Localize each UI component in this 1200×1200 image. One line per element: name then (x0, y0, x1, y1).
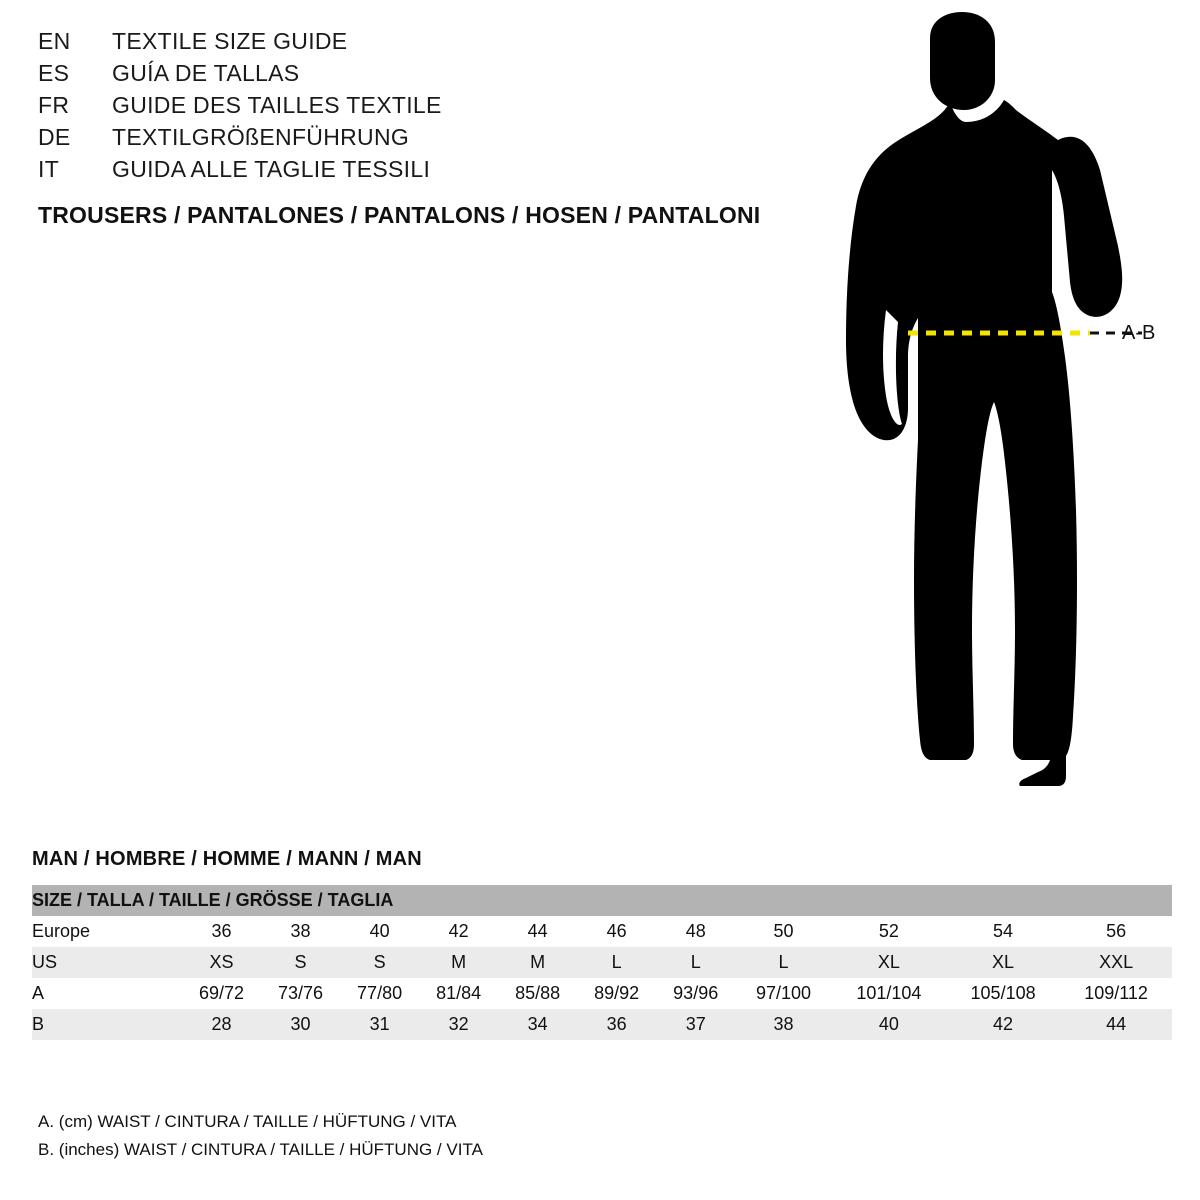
table-row (32, 978, 1172, 1009)
row-label-us: US (32, 947, 182, 978)
language-title: GUIDA ALLE TAGLIE TESSILI (112, 156, 431, 182)
cell: 32 (419, 1009, 498, 1040)
language-row-de (38, 124, 798, 156)
size-table (32, 885, 1172, 1040)
cell: 31 (340, 1009, 419, 1040)
garment-type-title: TROUSERS / PANTALONES / PANTALONS / HOSEN / PANTALONI (38, 202, 761, 228)
cell: 52 (832, 916, 946, 947)
language-code: ES (38, 60, 70, 86)
figure-illustration (790, 10, 1190, 810)
cell: 85/88 (498, 978, 577, 1009)
language-row-en (38, 28, 798, 60)
table-row (32, 1009, 1172, 1040)
language-code: FR (38, 92, 70, 118)
language-title: TEXTILGRÖßENFÜHRUNG (112, 124, 410, 150)
cell: 38 (261, 916, 340, 947)
legend (38, 1108, 483, 1164)
cell: M (498, 947, 577, 978)
header-language-list (38, 28, 798, 229)
cell: 37 (656, 1009, 735, 1040)
language-code: EN (38, 28, 71, 54)
cell: 109/112 (1060, 978, 1172, 1009)
table-row (32, 947, 1172, 978)
cell: L (656, 947, 735, 978)
table-header-label: SIZE / TALLA / TAILLE / GRÖSSE / TAGLIA (32, 885, 1172, 916)
cell: 105/108 (946, 978, 1060, 1009)
cell: 97/100 (735, 978, 832, 1009)
cell: 44 (498, 916, 577, 947)
gender-title: MAN / HOMBRE / HOMME / MANN / MAN (32, 848, 422, 870)
language-title: GUIDE DES TAILLES TEXTILE (112, 92, 442, 118)
cell: 93/96 (656, 978, 735, 1009)
cell: XL (832, 947, 946, 978)
language-row-it (38, 156, 798, 188)
cell: XXL (1060, 947, 1172, 978)
cell: 50 (735, 916, 832, 947)
cell: M (419, 947, 498, 978)
cell: S (340, 947, 419, 978)
cell: 54 (946, 916, 1060, 947)
cell: 42 (946, 1009, 1060, 1040)
cell: 46 (577, 916, 656, 947)
cell: 28 (182, 1009, 261, 1040)
cell: L (577, 947, 656, 978)
measure-label-ab: A-B (1122, 322, 1156, 344)
row-label-b: B (32, 1009, 182, 1040)
cell: 36 (182, 916, 261, 947)
language-title: GUÍA DE TALLAS (112, 60, 300, 86)
cell: 42 (419, 916, 498, 947)
language-row-fr (38, 92, 798, 124)
cell: 34 (498, 1009, 577, 1040)
cell: 38 (735, 1009, 832, 1040)
cell: L (735, 947, 832, 978)
language-title: TEXTILE SIZE GUIDE (112, 28, 348, 54)
language-code: DE (38, 124, 71, 150)
cell: S (261, 947, 340, 978)
table-row (32, 916, 1172, 947)
language-code: IT (38, 156, 60, 182)
cell: 73/76 (261, 978, 340, 1009)
cell: 101/104 (832, 978, 946, 1009)
cell: 44 (1060, 1009, 1172, 1040)
cell: 56 (1060, 916, 1172, 947)
table-header-row (32, 885, 1172, 916)
cell: 40 (340, 916, 419, 947)
cell: 48 (656, 916, 735, 947)
legend-line-a: A. (cm) WAIST / CINTURA / TAILLE / HÜFTUNG / VITA (38, 1112, 457, 1131)
cell: XL (946, 947, 1060, 978)
cell: 36 (577, 1009, 656, 1040)
cell: 77/80 (340, 978, 419, 1009)
language-row-es (38, 60, 798, 92)
legend-line-b: B. (inches) WAIST / CINTURA / TAILLE / HÜFTUNG / VITA (38, 1140, 483, 1159)
cell: 89/92 (577, 978, 656, 1009)
row-label-europe: Europe (32, 916, 182, 947)
cell: 40 (832, 1009, 946, 1040)
size-table-section (32, 848, 1172, 1040)
cell: 30 (261, 1009, 340, 1040)
cell: XS (182, 947, 261, 978)
cell: 69/72 (182, 978, 261, 1009)
male-silhouette-icon (790, 10, 1190, 810)
row-label-a: A (32, 978, 182, 1009)
cell: 81/84 (419, 978, 498, 1009)
